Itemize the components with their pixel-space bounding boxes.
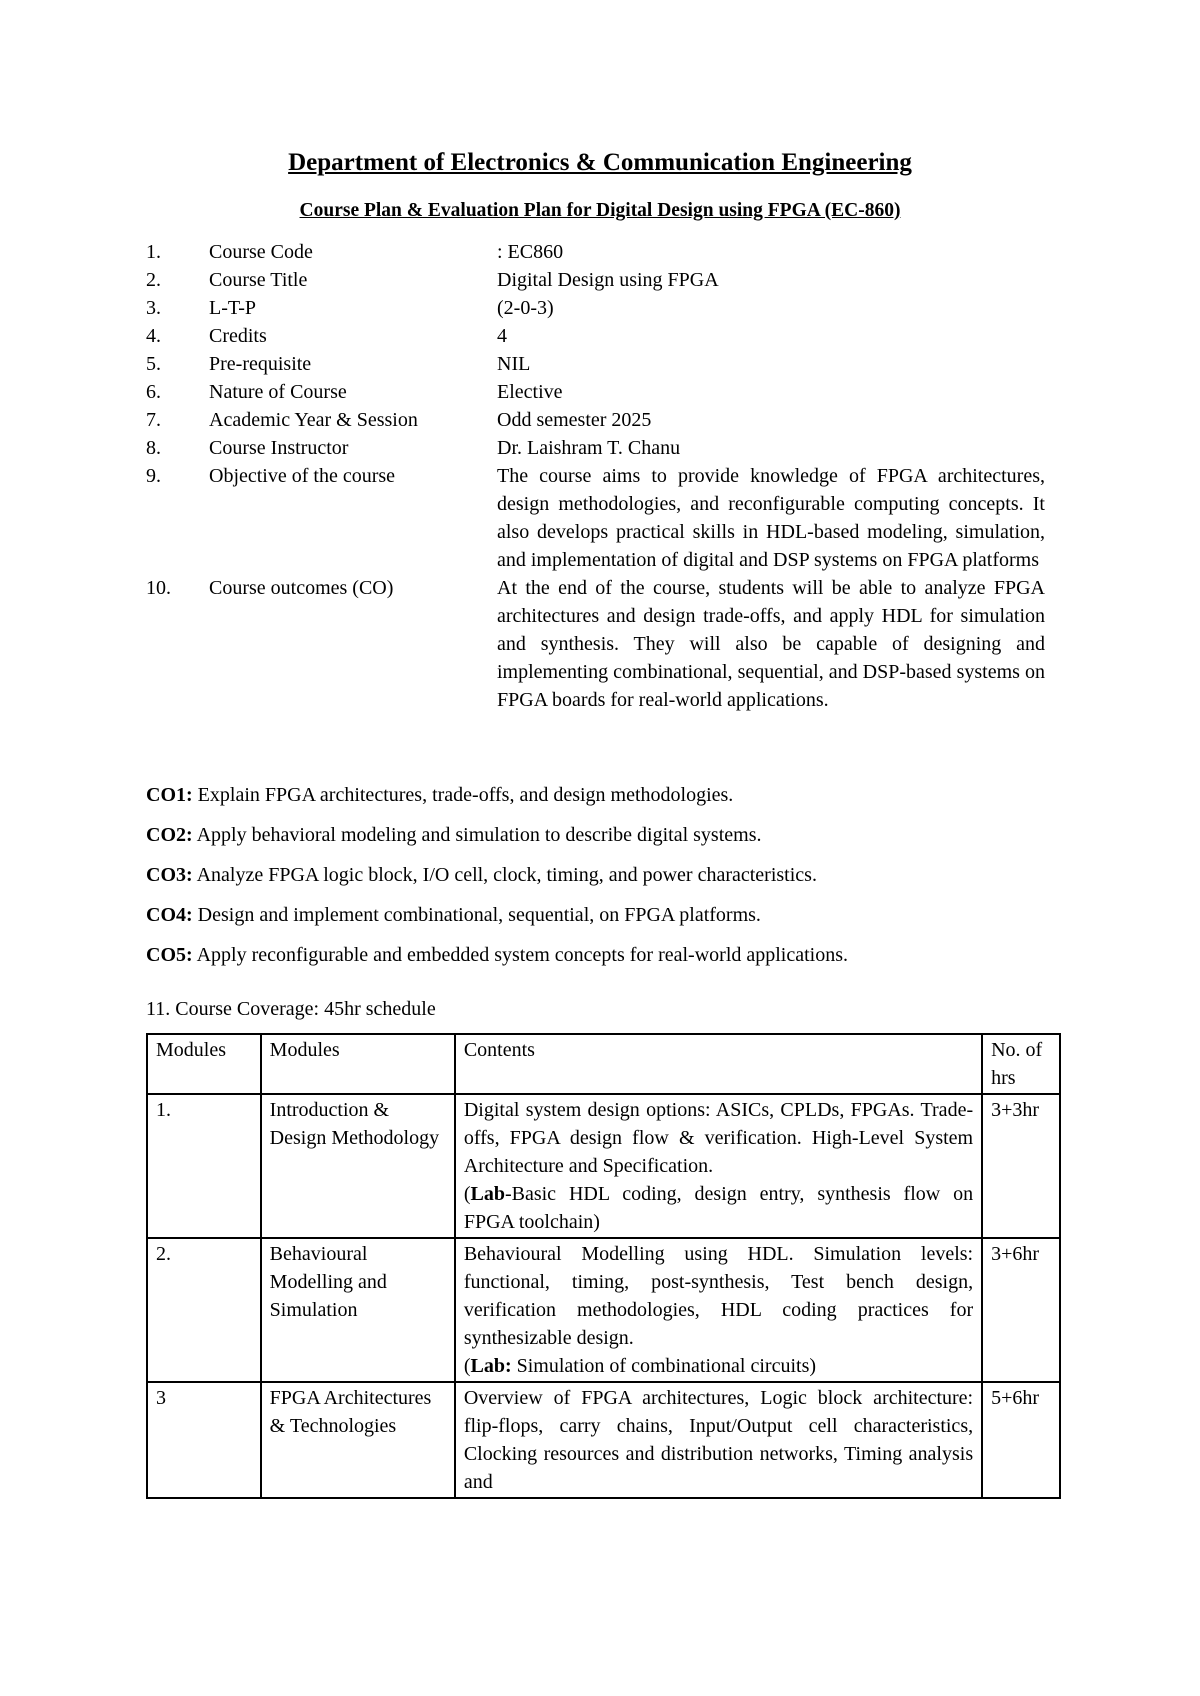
course-outcome-item [146, 781, 1046, 821]
lab-label: Lab: [470, 1355, 512, 1377]
table-row [147, 1382, 1060, 1498]
info-number: 7. [146, 409, 161, 431]
info-row-session [146, 406, 1046, 434]
module-number: 3 [147, 1382, 261, 1498]
co-text: Apply behavioral modeling and simulation to describe digital systems. [192, 824, 762, 846]
module-content [455, 1094, 982, 1238]
co-text: Analyze FPGA logic block, I/O cell, clock, timing, and power characteristics. [192, 864, 817, 886]
info-row-objective [146, 462, 1046, 574]
co-text: Design and implement combinational, sequential, on FPGA platforms. [192, 904, 761, 926]
info-value: NIL [497, 353, 531, 375]
content-text: Behavioural Modelling using HDL. Simulation levels: functional, timing, post-synthesis, Test bench design, verification methodologies, HDL coding practices for synthesizable design. [463, 1243, 974, 1349]
lab-open: ( [463, 1355, 471, 1377]
module-hours: 5+6hr [982, 1382, 1060, 1498]
info-label: Course Instructor [209, 437, 349, 459]
info-value: At the end of the course, students will be able to analyze FPGA architectures and design trade-offs, and apply HDL for simulation and synthesis. They will also be capable of designing and implementing combinational, sequential, and DSP-based systems on FPGA boards for real-world applications. [497, 577, 1045, 711]
module-name: FPGA Architectures & Technologies [261, 1382, 455, 1498]
co-id: CO3: [146, 864, 193, 886]
lab-note [464, 1352, 973, 1380]
info-number: 3. [146, 297, 161, 319]
course-outcome-item [146, 861, 1046, 901]
module-number: 1. [147, 1094, 261, 1238]
info-label: L-T-P [209, 297, 257, 319]
info-number: 9. [146, 465, 161, 487]
info-row-ltp [146, 294, 1046, 322]
info-row-instructor [146, 434, 1046, 462]
module-name: Introduction & Design Methodology [261, 1094, 455, 1238]
info-value: Dr. Laishram T. Chanu [497, 437, 681, 459]
info-row-course-code [146, 238, 1046, 266]
co-id: CO2: [146, 824, 193, 846]
info-row-outcomes [146, 574, 1046, 714]
info-label: Credits [209, 325, 267, 347]
info-label: Academic Year & Session [209, 409, 418, 431]
table-row [147, 1238, 1060, 1382]
plan-title: Course Plan & Evaluation Plan for Digital Design using FPGA (EC-860) [299, 200, 901, 221]
info-value: The course aims to provide knowledge of FPGA architectures, design methodologies, and reconfigurable computing concepts. It also develops practical skills in HDL-based modeling, simulation, and implementation of digital and DSP systems on FPGA platforms [497, 465, 1045, 571]
course-coverage-heading: 11. Course Coverage: 45hr schedule [146, 998, 436, 1020]
info-value: 4 [497, 325, 507, 347]
info-number: 4. [146, 325, 161, 347]
module-hours: 3+3hr [982, 1094, 1060, 1238]
info-value: : EC860 [497, 241, 564, 263]
course-outcome-item [146, 901, 1046, 941]
module-hours: 3+6hr [982, 1238, 1060, 1382]
info-label: Pre-requisite [209, 353, 312, 375]
info-row-prerequisite [146, 350, 1046, 378]
module-number: 2. [147, 1238, 261, 1382]
table-header-row [147, 1034, 1060, 1094]
header-cell: No. of hrs [982, 1034, 1060, 1094]
info-label: Nature of Course [209, 381, 347, 403]
course-outcome-item [146, 941, 1046, 981]
co-id: CO5: [146, 944, 193, 966]
info-number: 10. [146, 577, 171, 599]
info-label: Objective of the course [209, 465, 396, 487]
info-number: 5. [146, 353, 161, 375]
header-cell: Modules [147, 1034, 261, 1094]
lab-label: Lab [470, 1183, 505, 1205]
info-label: Course outcomes (CO) [209, 577, 394, 599]
info-row-nature [146, 378, 1046, 406]
info-number: 6. [146, 381, 161, 403]
info-label: Course Code [209, 241, 313, 263]
header-cell: Modules [261, 1034, 455, 1094]
module-content [455, 1238, 982, 1382]
info-number: 1. [146, 241, 161, 263]
co-text: Apply reconfigurable and embedded system concepts for real-world applications. [192, 944, 849, 966]
co-id: CO4: [146, 904, 193, 926]
header-cell: Contents [455, 1034, 982, 1094]
info-number: 2. [146, 269, 161, 291]
info-row-course-title [146, 266, 1046, 294]
department-title: Department of Electronics & Communication Engineering [288, 149, 912, 176]
lab-text: Simulation of combinational circuits) [511, 1355, 817, 1377]
info-row-credits [146, 322, 1046, 350]
module-content: Overview of FPGA architectures, Logic block architecture: flip-flops, carry chains, Input/Output cell characteristics, Clocking resources and distribution networks, Timing analysis and [455, 1382, 982, 1498]
content-text: Digital system design options: ASICs, CPLDs, FPGAs. Trade-offs, FPGA design flow & verification. High-Level System Architecture and Specification. [463, 1099, 974, 1177]
course-outcome-item [146, 821, 1046, 861]
info-value: Digital Design using FPGA [497, 269, 719, 291]
lab-open: ( [463, 1183, 471, 1205]
info-label: Course Title [209, 269, 308, 291]
course-info-list [146, 238, 1046, 714]
table-row [147, 1094, 1060, 1238]
course-coverage-table [146, 1033, 1061, 1499]
info-value: Odd semester 2025 [497, 409, 652, 431]
lab-text: -Basic HDL coding, design entry, synthesis flow on FPGA toolchain) [463, 1183, 974, 1233]
info-value: (2-0-3) [497, 297, 554, 319]
module-name: Behavioural Modelling and Simulation [261, 1238, 455, 1382]
co-text: Explain FPGA architectures, trade-offs, and design methodologies. [192, 784, 734, 806]
co-id: CO1: [146, 784, 193, 806]
course-outcome-list [146, 781, 1046, 981]
info-number: 8. [146, 437, 161, 459]
info-value: Elective [497, 381, 563, 403]
lab-note [464, 1180, 973, 1236]
